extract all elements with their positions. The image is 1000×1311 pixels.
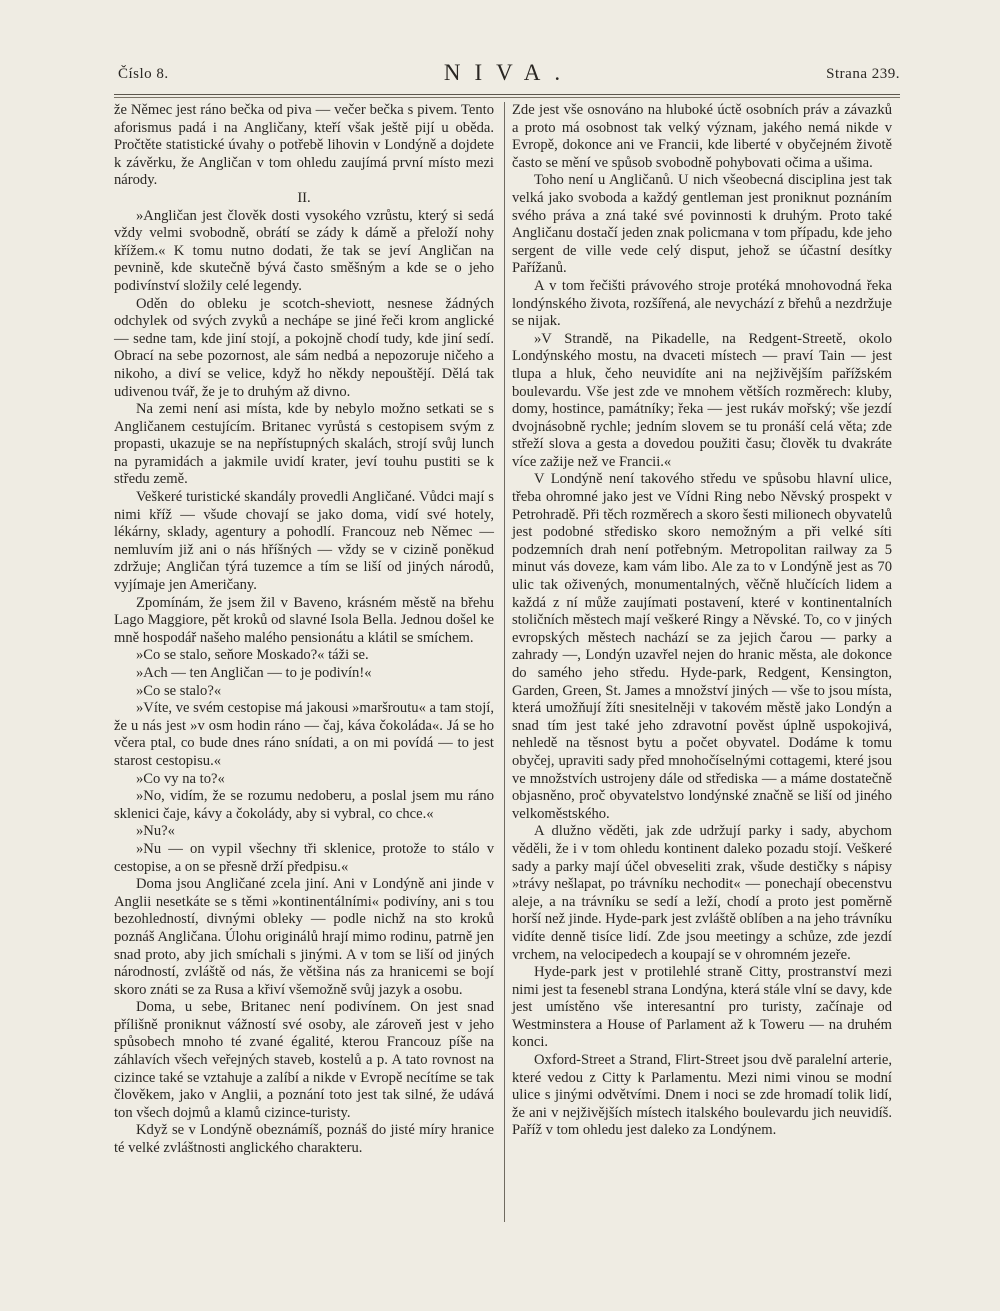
paragraph: »Nu?« — [136, 823, 175, 840]
paragraph: A v tom řečišti právového stroje protéká mnohovodná řeka londýnského života, rozšířená, ale nevychází z břehů a nezdržuje se nijak. — [512, 277, 892, 330]
page-header — [118, 60, 900, 90]
paragraph: Veškeré turistické skandály provedli Angličané. Vůdci mají s nimi kříž — všude chovají se jako doma, vidí své hotely, lékárny, sklady, agentury a pohodlí. Francouz neb Němec — nemluvím již ani o nás hříšných — vždy se v cizině poněkud zdržuje; Angličan týrá tuzemce a tím se liší od jiných národů, vyjímaje jen Američany. — [114, 489, 494, 594]
issue-number: Číslo 8. — [118, 66, 169, 82]
column-divider — [504, 102, 505, 1222]
left-column — [114, 102, 494, 1158]
paragraph: Toho není u Angličanů. U nich všeobecná disciplina jest tak velká jako svoboda a každý gentleman jest proniknut poznáním svého práva a zná také své povinnosti k druhým. Proto také Angličanu dostačí jeden znak policmana v tom případu, kde jeho sergent de ville vede celý disput, jehož se účastní desítky Pařížanů. — [512, 172, 892, 277]
paragraph: »V Strandě, na Pikadelle, na Redgent-Streetě, okolo Londýnského mostu, na dvaceti místech — praví Tain — jest tlupa a hluk, čeho neuvidíte ani na nejživějším pařížském boulevardu. Vše jest zde ve mnohem větších rozměrech: kluby, domy, hostince, památníky; řeka — jest rukáv mořský; vše jezdí dvojnásobně rychle; jedním slovem se tu pronáší celá věta; zde střeží slova a gesta a dovedou použiti času; člověk tu dvakráte více zažije než ve Francii.« — [512, 330, 892, 470]
paragraph: »Ach — ten Angličan — to je podivín!« — [136, 665, 372, 681]
paragraph: že Němec jest ráno bečka od piva — večer bečka s pivem. Tento aforismus padá i na Angličany, kteří však ještě pijí u oběda. Pročtěte statistické úvahy o potřebě lihovin v Londýně a dojdete k závěrku, že Angličan v tom ohledu zaujímá první místo mezi národy. — [114, 102, 494, 189]
paragraph: Když se v Londýně obeznámíš, poznáš do jisté míry hranice té velké zvláštnosti anglického charakteru. — [114, 1122, 494, 1157]
page-number: Strana 239. — [826, 66, 900, 82]
section-heading: II. — [297, 189, 311, 206]
paragraph: »Víte, ve svém cestopise má jakousi »maršroutu« a tam stojí, že u nás jest »v osm hodin ráno — čaj, káva čokoláda«. Já se ho včera ptal, co bude dnes ráno snídati, a on mi povídá — to jest starost cestopisu.« — [114, 700, 494, 769]
paragraph: »Angličan jest člověk dosti vysokého vzrůstu, který si sedá vždy velmi svobodně, obrátí se zády k dámě a přeloží nohy křížem.« K tomu nutno dodati, že tak se jeví Angličan na pevnině, kde skutečně bývá často směšným a kde se o jeho podivínství složily celé legendy. — [114, 207, 494, 294]
paragraph: »No, vidím, že se rozumu nedoberu, a poslal jsem mu ráno sklenici čaje, kávy a čokolády, aby si vybral, co chce.« — [114, 788, 494, 822]
paragraph: Hyde-park jest v protilehlé straně Citty, prostranství mezi nimi jest ta fesenebl strana Londýna, která stále vlní se davy, kde jest umístěno vše interesantní pro turisty, začínaje od Westminstera a House of Parlament až k Toweru — na druhém konci. — [512, 964, 892, 1051]
paragraph: »Co se stalo, seňore Moskado?« táži se. — [136, 647, 369, 664]
paragraph: »Co vy na to?« — [136, 770, 225, 787]
right-column — [512, 102, 892, 1140]
paragraph: Oděn do obleku je scotch-sheviott, nesnese žádných odchylek od svých zvyků a nechápe se jiné řeči krom anglické — sedne tam, kde jiní stojí, a pokojně chodí tudy, kde jiní sedí. Obrací na sebe pozornost, ale sám nedbá a nepozoruje ničeho a nikoho, a diví se velice, když ho někdy nepouštějí. Dělá tak udivenou tvář, že je to druhým až divno. — [114, 295, 494, 400]
paragraph: Na zemi není asi místa, kde by nebylo možno setkati se s Angličanem cestujícím. Britanec vyrůstá s cestopisem svým z propasti, ukazuje se na nepřístupných skalách, strojí svůj lunch na pyramidách a jakmile uvidí krater, jeví touhu pustiti se k středu země. — [114, 401, 494, 488]
paragraph: Doma jsou Angličané zcela jiní. Ani v Londýně ani jinde v Anglii nesetkáte se s těmi »kontinentálními« podivíny, ani s tou bezohledností, divnými obleky — podle nichž na sto kroků poznáš Angličana. Úlohu originálů hrají mimo rodinu, patrně jen snad proto, aby jich smíchali s jinými. A v tom se liší od jiných národností, zvláště od nás, že většina nás za hranicemi se bojí skoro znáti se za Rusa a křiví všemožně svůj jazyk a osobu. — [114, 876, 494, 998]
paragraph: V Londýně není takového středu ve spůsobu hlavní ulice, třeba ohromné jako jest ve Vídni Ring nebo Něvský prospekt v Petrohradě. Při těch rozměrech a skoro šesti milionech obyvatelů jest podobné středisko skoro nemožným a při velké síti podzemních drah není potřebným. Metropolitan railway za 5 minut vás doveze, kam vám libo. Ale za to v Londýně jest as 70 ulic tak oživených, monumentalných, věčně hlučících lidem a každá z ní může zaujímati postavení, které v kontinentalních stoličních městech mají veškeré Ringy a Něvské. To, co v jiných evropských městech nachází se za jejich čarou — parky a zahrady —, Londýn uzavřel nejen do hranic města, ale dokonce do samého jeho středu. Hyde-park, Redgent, Kensington, Garden, Green, St. James a množství jiných — vše to jsou místa, která umožňují žíti snesitelněji v takovém městě jako Londýn a snad tím jest také jeho zdravotní pověst úplně uspokojivá, nehledě na těsnost bytu a počet obyvatel. Dodáme k tomu obyčej, upraviti sady před mnohočíselnými cottagemi, které jsou ve množstvích ustrojeny dále od střediska — a máme dostatečně objasněno, proč obyvatelstvo londýnské značně se liší od jiného velkoměstského. — [512, 471, 892, 822]
paragraph: Oxford-Street a Strand, Flirt-Street jsou dvě paralelní arterie, které vedou z Citty k Parlamentu. Mezi nimi vinou se modní ulice s jinými odvětvími. Dnem i noci se zde hromadí tolik lidí, že ani v nejživějších místech italského boulevardu jich neuvidíš. Paříž v tom ohledu jest daleko za Londýnem. — [512, 1052, 892, 1139]
paragraph: A dlužno věděti, jak zde udržují parky i sady, abychom věděli, že i v tom ohledu kontinent daleko pozadu stojí. Veškeré sady a parky mají účel obveseliti zrak, všude destičky s nápisy »trávy nešlapat, po trávníku nechodit« — ponechají obecenstvu aleje, a na trávníku se sedí a leží, chodí a proto jest poměrně horší než jinde. Hyde-park jest zvláště oblíben a na jeho trávníku vidíte denně tisíce lidí. Zde jsou meetingy a schůze, zde jezdí vrchem, na velocipedech a koupají se v ohromném jezeře. — [512, 823, 892, 963]
header-rule-thin — [114, 97, 900, 98]
paragraph: »Nu — on vypil všechny tři sklenice, protože to stálo v cestopise, a on se přesně drží předpisu.« — [114, 840, 494, 875]
paragraph: »Co se stalo?« — [136, 682, 222, 699]
paragraph: Zde jest vše osnováno na hluboké úctě osobních práv a závazků a proto má osobnost tak velký význam, jakého nemá nikde v Evropě, dokonce ani ve Francii, kde liberté v obyčejném životě často se mění ve spůsob svobodně pohybovati očima a ušima. — [512, 102, 892, 171]
header-rule — [114, 94, 900, 95]
paragraph: Doma, u sebe, Britanec není podivínem. On jest snad přílišně proniknut vážností své osoby, ale zároveň jest v jeho spůsobech mnoho té zvané égalité, kterou Francouz píše na záhlavích všech veřejných staveb, kostelů a p. A tato rovnost na cizince také se vztahuje a zalíbí a nikde v Evropě necítíme se tak člověkem, jako v Anglii, a poznání toto jest tak silné, že udává ton všech dojmů a klamů cizince-turisty. — [114, 999, 494, 1121]
journal-title: NIVA. — [443, 60, 575, 85]
paragraph: Zpomínám, že jsem žil v Baveno, krásném městě na břehu Lago Maggiore, pět kroků od slavné Isola Bella. Jednou došel ke mně hospodář našeho malého pensionátu a klátil se smíchem. — [114, 594, 494, 646]
